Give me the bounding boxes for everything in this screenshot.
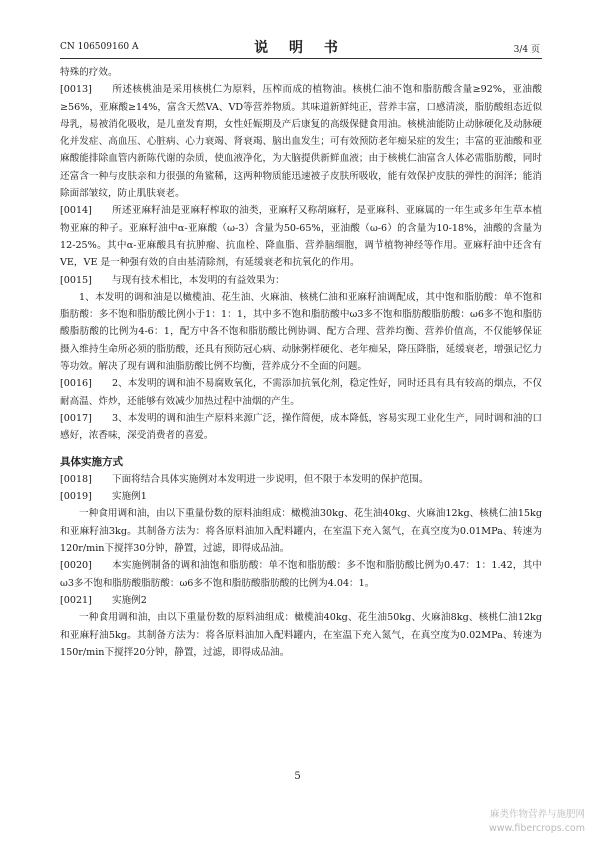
paragraph-0016: [0016] 2、本发明的调和油不易腐败氧化，不需添加抗氧化剂，稳定性好，同时还具有具有较高的烟点，不仅耐高温、炸炒，还能够有效减少加热过程中油烟的产生。 <box>60 375 542 410</box>
paragraph-tag: [0019] <box>60 491 92 503</box>
paragraph-tag: [0021] <box>60 594 92 606</box>
paragraph-0014: [0014] 所述亚麻籽油是亚麻籽榨取的油类，亚麻籽又称胡麻籽，是亚麻科、亚麻属的一年生或多年生草本植物亚麻的种子。亚麻籽油中α-亚麻酸（ω-3）含量为50-65%，亚油酸（ω-6）的含量为10-18%，油酸的含量为12-25%。其中α-亚麻酸具有抗肿瘤、抗血栓、降血脂、营养脑细胞，调节植物神经等作用。亚麻籽油中还含有VE，VE 是一种强有效的自由基清除剂，有延缓衰老和抗氧化的作用。 <box>60 202 542 271</box>
watermark-name: 麻类作物营养与施肥网 <box>489 809 585 820</box>
paragraph-0018: [0018] 下面将结合具体实施例对本发明进一步说明，但不限于本发明的保护范围。 <box>60 471 542 488</box>
paragraph-0017: [0017] 3、本发明的调和油生产原料来源广泛，操作简便，成本降低，容易实现工业化生产，同时调和油的口感好，浓香味，深受消费者的喜爱。 <box>60 410 542 445</box>
paragraph-tag: [0014] <box>60 205 92 217</box>
section-heading: 具体实施方式 <box>60 455 123 468</box>
paragraph-tag: [0015] <box>60 274 92 286</box>
document-body <box>60 64 542 661</box>
watermark-url: www.fibercrops.com <box>488 823 585 834</box>
paragraph-0019: [0019] 实施例1 <box>60 488 542 505</box>
paragraph-tag: [0020] <box>60 560 92 572</box>
paragraph-0013: [0013] 所述核桃油是采用核桃仁为原料，压榨而成的植物油。核桃仁油不饱和脂肪酸含量≥92%，亚油酸≥56%，亚麻酸≥14%，富含天然VA、VD等营养物质。其味道新鲜纯正，营养丰富，口感清淡，脂肪酸组态近似母乳，易被消化吸收，是儿童发育期，女性妊娠期及产后康复的高级保健食用油。核桃油能防止动脉硬化及动脉硬化并发症、高血压、心脏病、心力衰竭、肾衰竭、脑出血发生；可有效预防老年痴呆症的发生；丰富的亚油酸和亚麻酸能排除血管内新陈代谢的杂质，使血液净化，为大脑提供新鲜血液；由于核桃仁油富含人体必需脂肪酸，同时还富含一种与皮肤亲和力很强的角鲨稀，这两种物质能迅速被子皮肤所吸收，能有效保护皮肤的弹性的润泽；能消除面部皱纹，防止肌肤衰老。 <box>60 81 542 202</box>
document-title: 说 明 书 <box>254 40 346 56</box>
paragraph-continuation: 特殊的疗效。 <box>60 67 118 78</box>
paragraph-0021: [0021] 实施例2 <box>60 592 542 609</box>
paragraph-example-1: 一种食用调和油，由以下重量份数的原料油组成：橄榄油30kg、花生油40kg、火麻油12kg、核桃仁油15kg和亚麻籽油3kg。其制备方法为：将各原料油加入配料罐内，在室温下充入氮气，在真空度为0.01MPa、转速为120r/min下搅拌30分钟，静置，过滤，即得成品油。 <box>60 508 542 555</box>
paragraph-tag: [0018] <box>60 473 92 485</box>
paragraph-0015: [0015] 与现有技术相比，本发明的有益效果为： <box>60 272 542 289</box>
page-header <box>60 36 540 56</box>
paragraph-tag: [0013] <box>60 84 92 96</box>
header-divider <box>60 58 542 59</box>
paragraph-tag: [0017] <box>60 412 92 424</box>
paragraph-tag: [0016] <box>60 378 92 390</box>
page-number: 5 <box>294 771 301 782</box>
page-counter: 3/4 页 <box>513 45 540 55</box>
site-watermark <box>489 808 585 836</box>
paragraph-0020: [0020] 本实施例制备的调和油饱和脂肪酸：单不饱和脂肪酸：多不饱和脂肪酸比例为0.47：1：1.42，其中ω3多不饱和脂肪酸脂肪酸：ω6多不饱和脂肪酸脂肪酸的比例为4.04：1。 <box>60 557 542 592</box>
paragraph-benefit-1: 1、本发明的调和油是以橄榄油、花生油、火麻油、核桃仁油和亚麻籽油调配成，其中饱和脂肪酸：单不饱和脂肪酸：多不饱和脂肪酸比例小于1：1：1，其中多不饱和脂肪酸中ω3多不饱和脂肪酸脂肪酸：ω6多不饱和脂肪酸脂肪酸的比例为4-6：1，配方中各不饱和脂肪酸比例协调、配方合理、营养均衡、营养价值高，不仅能够保证摄入维持生命所必须的脂肪酸，还具有预防冠心病、动脉粥样硬化、老年痴呆，降压降脂，延缓衰老，增强记忆力等功效。解决了现有调和油脂肪酸比例不均衡，营养成分不全面的问题。 <box>60 291 542 373</box>
paragraph-example-2: 一种食用调和油，由以下重量份数的原料油组成：橄榄油40kg、花生油50kg、火麻油8kg、核桃仁油12kg和亚麻籽油5kg。其制备方法为：将各原料油加入配料罐内，在室温下充入氮气，在真空度为0.02MPa、转速为150r/min下搅拌20分钟，静置，过滤，即得成品油。 <box>60 612 542 658</box>
publication-number: CN 106509160 A <box>60 42 139 52</box>
